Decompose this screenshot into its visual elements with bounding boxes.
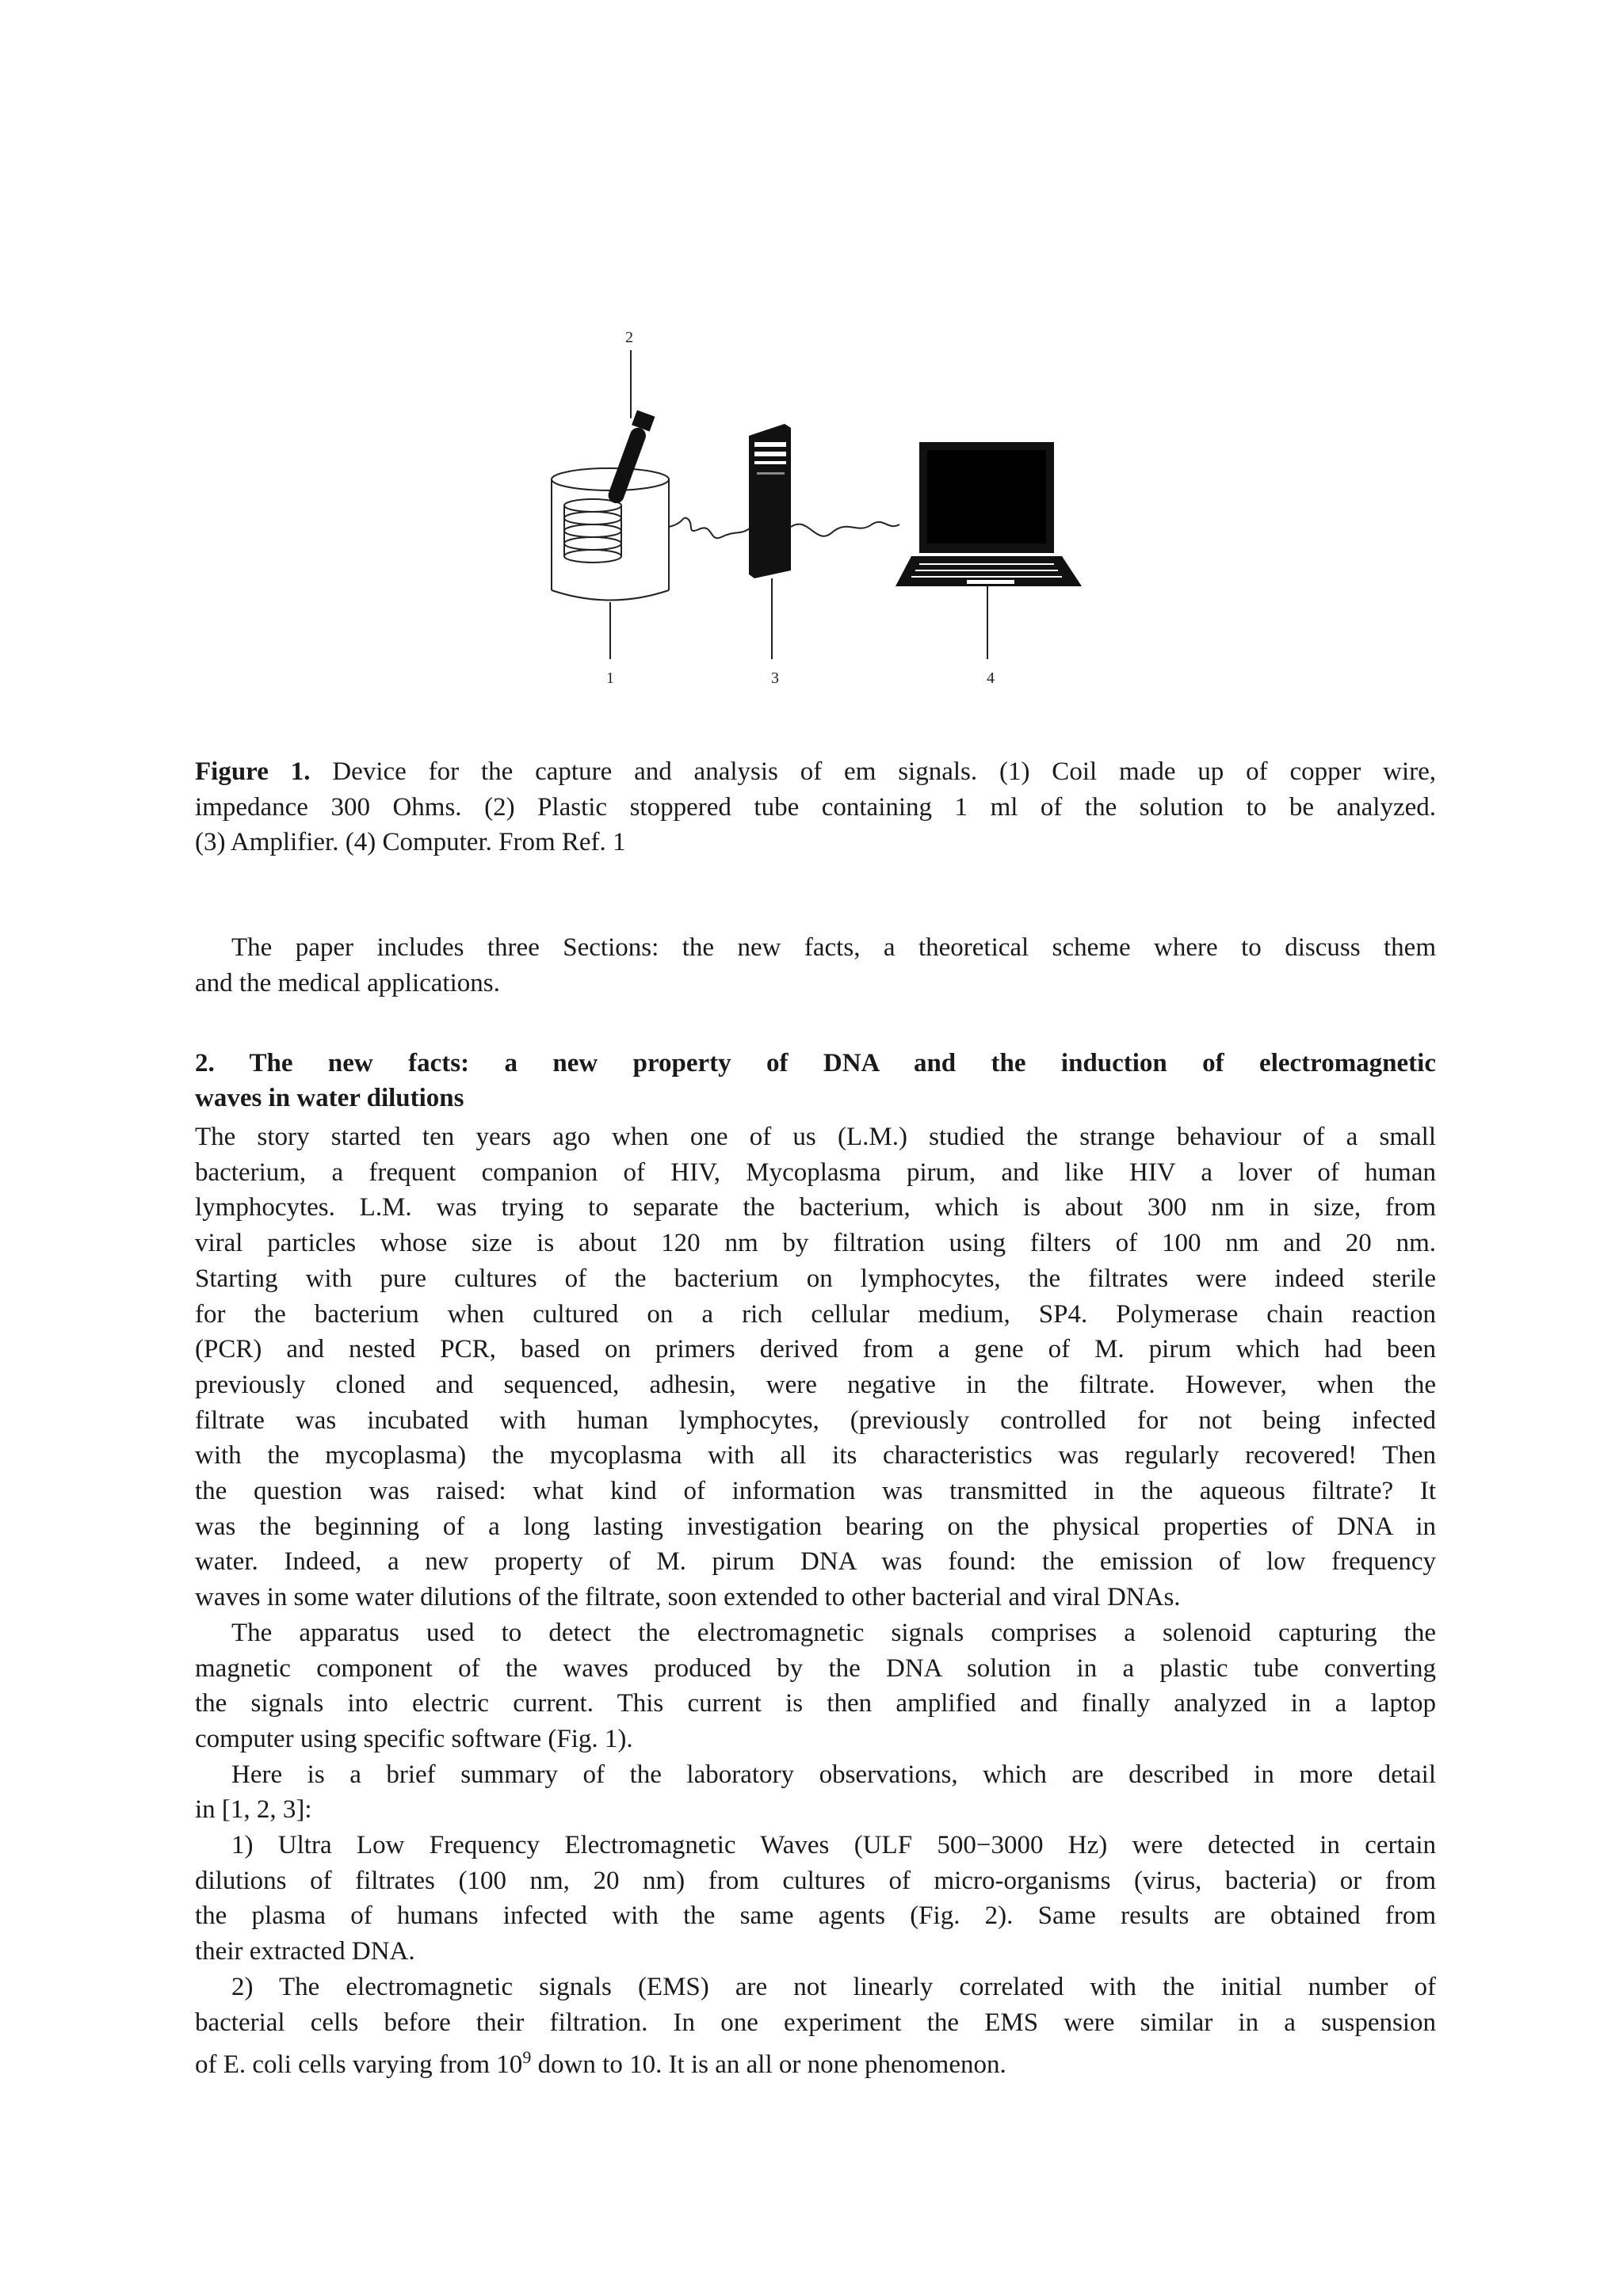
p1-line-14: waves in some water dilutions of the filtrate, soon extended to other bacterial and viral DNAs. [195,1583,1181,1612]
p1-line-2: bacterium, a frequent companion of HIV, Mycoplasma pirum, and like HIV a lover of human [195,1158,1436,1187]
caption-label: Figure 1. [195,757,311,786]
p1-line-13: water. Indeed, a new property of M. pirum DNA was found: the emission of low frequency [195,1547,1436,1577]
p1-line-7: (PCR) and nested PCR, based on primers derived from a gene of M. pirum which had been [195,1335,1436,1364]
cable-coil-amplifier [669,518,754,539]
p5-line-2: bacterial cells before their filtration. In one experiment the EMS were similar in a suspension [195,2008,1436,2037]
amplifier-tower [749,424,791,578]
p1-line-6: for the bacterium when cultured on a rich cellular medium, SP4. Polymerase chain reaction [195,1299,1436,1329]
intro-line-1: The paper includes three Sections: the new facts, a theoretical scheme where to discuss them [231,933,1436,962]
p2-line-1: The apparatus used to detect the electromagnetic signals comprises a solenoid capturing the [231,1618,1436,1647]
caption-line-3: (3) Amplifier. (4) Computer. From Ref. 1 [195,828,626,857]
paragraph-observation-1 [195,1828,1436,1970]
device-diagram [547,317,1102,697]
p5-line-3-end: down to 10. It is an all or none phenomenon. [531,2050,1006,2080]
p1-line-12: was the beginning of a long lasting investigation bearing on the physical properties of DNA in [195,1512,1436,1541]
p4-line-3: the plasma of humans infected with the same agents (Fig. 2). Same results are obtained from [195,1901,1436,1931]
figure-1-caption [195,754,1436,860]
p5-line-3 [195,2040,1436,2083]
cable-amplifier-computer [791,522,899,536]
figure-label-1: 1 [606,669,614,687]
p2-line-3: the signals into electric current. This current is then amplified and finally analyzed in a laptop [195,1689,1436,1718]
stoppered-tube [605,410,655,506]
p5-line-3-start: of E. coli cells varying from 10 [195,2050,523,2080]
caption-line-2: impedance 300 Ohms. (2) Plastic stoppered tube containing 1 ml of the solution to be analyzed. [195,792,1436,822]
p1-line-3: lymphocytes. L.M. was trying to separate the bacterium, which is about 300 nm in size, from [195,1193,1436,1222]
p4-line-2: dilutions of filtrates (100 nm, 20 nm) from cultures of micro-organisms (virus, bacteria) or from [195,1866,1436,1895]
p2-line-4: computer using specific software (Fig. 1). [195,1724,633,1753]
p4-line-4: their extracted DNA. [195,1937,415,1966]
intro-paragraph [195,930,1436,1001]
p1-line-11: the question was raised: what kind of information was transmitted in the aqueous filtrate? It [195,1477,1436,1506]
p3-line-1: Here is a brief summary of the laboratory observations, which are described in more detail [231,1760,1436,1789]
figure-label-4: 4 [987,669,995,687]
p1-line-9: filtrate was incubated with human lymphocytes, (previously controlled for not being infected [195,1405,1436,1435]
figure-1-device-illustration [547,317,1102,697]
p4-line-1: 1) Ultra Low Frequency Electromagnetic Waves (ULF 500−3000 Hz) were detected in certain [231,1831,1436,1860]
p1-line-5: Starting with pure cultures of the bacterium on lymphocytes, the filtrates were indeed sterile [195,1264,1436,1293]
p3-line-2: in [1, 2, 3]: [195,1795,312,1825]
figure-label-3: 3 [771,669,779,687]
section-heading-line-2: waves in water dilutions [195,1084,464,1112]
laptop-computer [896,442,1082,586]
p1-line-8: previously cloned and sequenced, adhesin, were negative in the filtrate. However, when the [195,1370,1436,1399]
copper-coil [564,499,621,563]
p1-line-10: with the mycoplasma) the mycoplasma with all its characteristics was regularly recovered! Then [195,1441,1436,1470]
paragraph-observation-2 [195,1970,1436,2083]
paragraph-summary-intro [195,1757,1436,1828]
exponent-9: 9 [522,2047,532,2068]
p1-line-1: The story started ten years ago when one of us (L.M.) studied the strange behaviour of a small [195,1123,1436,1151]
p5-line-1: 2) The electromagnetic signals (EMS) are not linearly correlated with the initial number of [231,1972,1436,2001]
intro-line-2: and the medical applications. [195,968,500,997]
section-body [195,1119,1436,2083]
paragraph-story [195,1119,1436,1615]
section-heading [195,1046,1436,1116]
p1-line-4: viral particles whose size is about 120 nm by filtration using filters of 100 nm and 20 nm. [195,1229,1436,1258]
p2-line-2: magnetic component of the waves produced by the DNA solution in a plastic tube converting [195,1653,1436,1683]
paragraph-apparatus [195,1615,1436,1757]
section-heading-line-1: 2. The new facts: a new property of DNA and the induction of electromagnetic [195,1049,1436,1077]
figure-label-2: 2 [625,329,633,346]
caption-line-1: Device for the capture and analysis of em signals. (1) Coil made up of copper wire, [332,757,1437,786]
